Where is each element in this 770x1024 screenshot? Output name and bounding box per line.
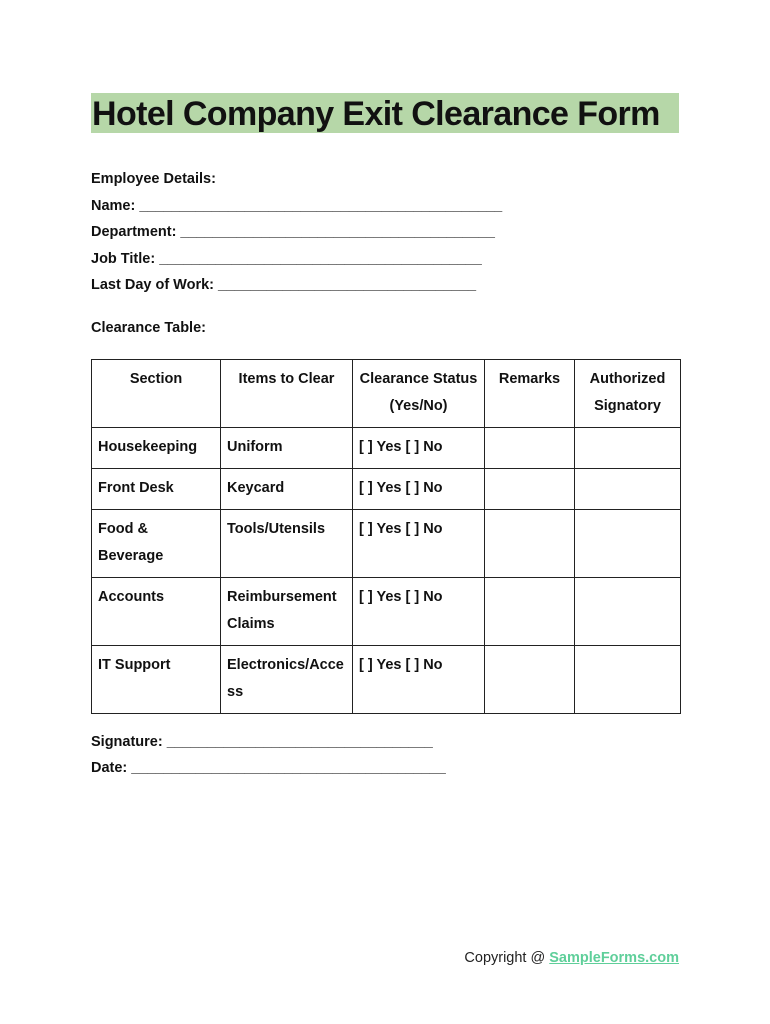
name-field[interactable]: Name: _____________________________________________ — [91, 198, 503, 214]
department-field[interactable]: Department: _______________________________________ — [91, 224, 495, 240]
cell-signatory[interactable] — [575, 646, 681, 714]
cell-status[interactable]: [ ] Yes [ ] No — [353, 428, 485, 469]
cell-section: Front Desk — [92, 469, 221, 510]
cell-signatory[interactable] — [575, 578, 681, 646]
cell-status[interactable]: [ ] Yes [ ] No — [353, 469, 485, 510]
cell-signatory[interactable] — [575, 510, 681, 578]
header-status: Clearance Status (Yes/No) — [353, 360, 485, 428]
date-field[interactable]: Date: _______________________________________ — [91, 760, 446, 776]
cell-status[interactable]: [ ] Yes [ ] No — [353, 646, 485, 714]
job-title-field[interactable]: Job Title: ________________________________________ — [91, 251, 482, 267]
table-row — [92, 646, 681, 714]
table-header-row — [92, 360, 681, 428]
cell-section: Food & Beverage — [92, 510, 221, 578]
form-page — [91, 0, 681, 1024]
cell-signatory[interactable] — [575, 469, 681, 510]
cell-item: Uniform — [221, 428, 353, 469]
cell-section: Housekeeping — [92, 428, 221, 469]
cell-remarks[interactable] — [485, 578, 575, 646]
table-row — [92, 469, 681, 510]
page-title: Hotel Company Exit Clearance Form — [92, 95, 660, 133]
cell-section: IT Support — [92, 646, 221, 714]
cell-item: Electronics/Access — [221, 646, 353, 714]
brand-link[interactable]: SampleForms.com — [549, 950, 679, 966]
cell-section: Accounts — [92, 578, 221, 646]
copyright-notice — [464, 950, 679, 966]
header-section: Section — [92, 360, 221, 428]
title-highlight — [91, 93, 679, 133]
table-row — [92, 510, 681, 578]
table-row — [92, 578, 681, 646]
cell-remarks[interactable] — [485, 469, 575, 510]
cell-item: Keycard — [221, 469, 353, 510]
table-row — [92, 428, 681, 469]
cell-remarks[interactable] — [485, 510, 575, 578]
cell-status[interactable]: [ ] Yes [ ] No — [353, 510, 485, 578]
cell-remarks[interactable] — [485, 428, 575, 469]
clearance-table — [91, 359, 681, 714]
signature-field[interactable]: Signature: _________________________________ — [91, 734, 433, 750]
header-items: Items to Clear — [221, 360, 353, 428]
clearance-table-heading: Clearance Table: — [91, 320, 206, 336]
cell-remarks[interactable] — [485, 646, 575, 714]
header-remarks: Remarks — [485, 360, 575, 428]
header-signatory: Authorized Signatory — [575, 360, 681, 428]
cell-signatory[interactable] — [575, 428, 681, 469]
cell-item: Tools/Utensils — [221, 510, 353, 578]
last-day-field[interactable]: Last Day of Work: ________________________________ — [91, 277, 477, 293]
employee-details-heading: Employee Details: — [91, 171, 216, 187]
cell-status[interactable]: [ ] Yes [ ] No — [353, 578, 485, 646]
copyright-text: Copyright @ — [464, 950, 550, 966]
cell-item: Reimbursement Claims — [221, 578, 353, 646]
